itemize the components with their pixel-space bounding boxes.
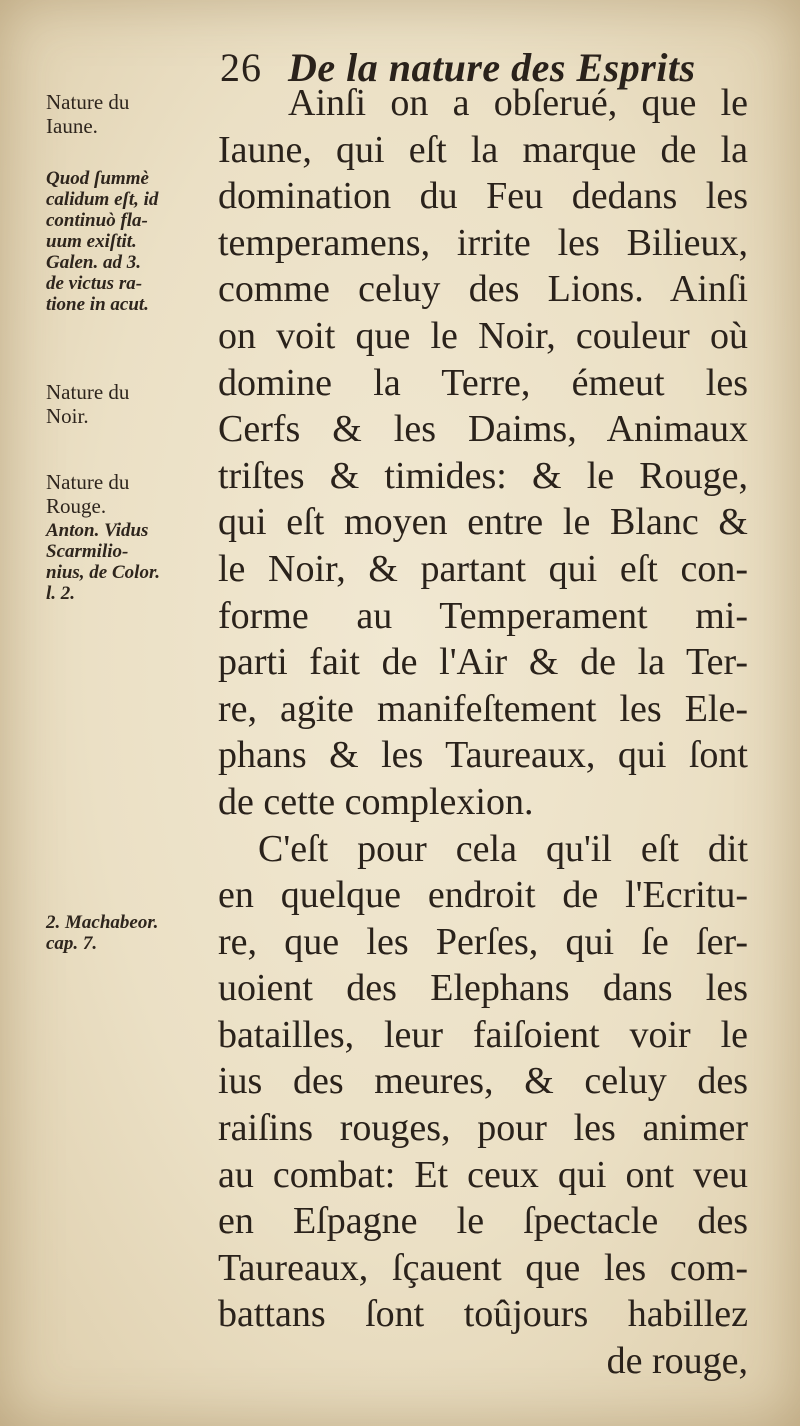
margin-note-line: tione in acut. [46, 294, 149, 315]
text-line: domine la Terre, émeut les [218, 361, 748, 404]
text-line: Taureaux, ſçauent que les com- [218, 1246, 748, 1289]
text-line: triſtes & timides: & le Rouge, [218, 454, 748, 497]
margin-note-line: continuò fla- [46, 210, 148, 231]
margin-note-line: Scarmilio- [46, 541, 129, 562]
text-line: Ainſi on a obſerué, que le [288, 82, 748, 124]
text-line: ius des meures, & celuy des [218, 1060, 748, 1103]
text-line: le Noir, & partant qui eſt con- [218, 547, 748, 590]
text-line: qui eſt moyen entre le Blanc & [218, 501, 748, 544]
text-line: re, que les Perſes, qui ſe ſer- [218, 920, 748, 963]
margin-note-rouge [46, 470, 214, 518]
text-line: phans & les Taureaux, qui ſont [218, 734, 748, 777]
margin-note-line: Nature du [46, 90, 130, 114]
margin-note-line: Noir. [46, 404, 89, 428]
margin-note-line: nius, de Color. [46, 562, 161, 583]
text-line: Iaune, qui eſt la marque de la [218, 128, 748, 171]
text-line: batailles, leur faiſoient voir le [218, 1013, 748, 1056]
margin-note-jaune [46, 90, 214, 138]
text-line: en quelque endroit de l'Ecritu- [218, 874, 748, 917]
text-line: parti fait de l'Air & de la Ter- [218, 641, 748, 684]
text-line: C'eſt pour cela qu'il eſt dit [258, 827, 748, 870]
margin-note-machabees [46, 912, 214, 954]
margin-note-line: Rouge. [46, 494, 107, 518]
text-line: raiſins rouges, pour les animer [218, 1107, 748, 1150]
margin-note-line: Nature du [46, 470, 130, 494]
margin-note-noir [46, 380, 214, 428]
text-line: de rouge, [606, 1340, 748, 1383]
text-line: forme au Temperament mi- [218, 594, 748, 637]
page-number: 26 [220, 45, 262, 90]
margin-note-line: Nature du [46, 380, 130, 404]
text-line: temperamens, irrite les Bilieux, [218, 221, 748, 264]
margin-note-anton [46, 520, 214, 604]
margin-note-line: de victus ra- [46, 273, 143, 294]
text-line: battans ſont toûjours habillez [218, 1293, 748, 1336]
text-line: on voit que le Noir, couleur où [218, 314, 748, 357]
text-line: uoient des Elephans dans les [218, 967, 748, 1010]
main-text [218, 80, 748, 1385]
running-title: De la nature des Esprits [288, 45, 696, 90]
margin-note-line: uum exiſtit. [46, 231, 137, 252]
margin-note-galen [46, 168, 214, 315]
margin-note-line: l. 2. [46, 583, 76, 604]
text-line: Cerfs & les Daims, Animaux [218, 408, 748, 451]
text-line: domination du Feu dedans les [218, 175, 748, 218]
margin-note-line: Iaune. [46, 114, 98, 138]
text-line: re, agite manifeſtement les Ele- [218, 687, 748, 730]
margin-note-line: Anton. Vidus [46, 520, 149, 541]
text-line: en Eſpagne le ſpectacle des [218, 1200, 748, 1243]
margin-note-line: Galen. ad 3. [46, 252, 141, 273]
text-line: comme celuy des Lions. Ainſi [218, 268, 748, 311]
margin-note-line: calidum eſt, id [46, 189, 159, 210]
margin-note-line: cap. 7. [46, 933, 98, 954]
margin-note-line: Quod ſummè [46, 168, 149, 189]
margin-note-line: 2. Machabeor. [46, 912, 159, 933]
text-line: au combat: Et ceux qui ont veu [218, 1153, 748, 1196]
text-line: de cette complexion. [218, 780, 534, 823]
